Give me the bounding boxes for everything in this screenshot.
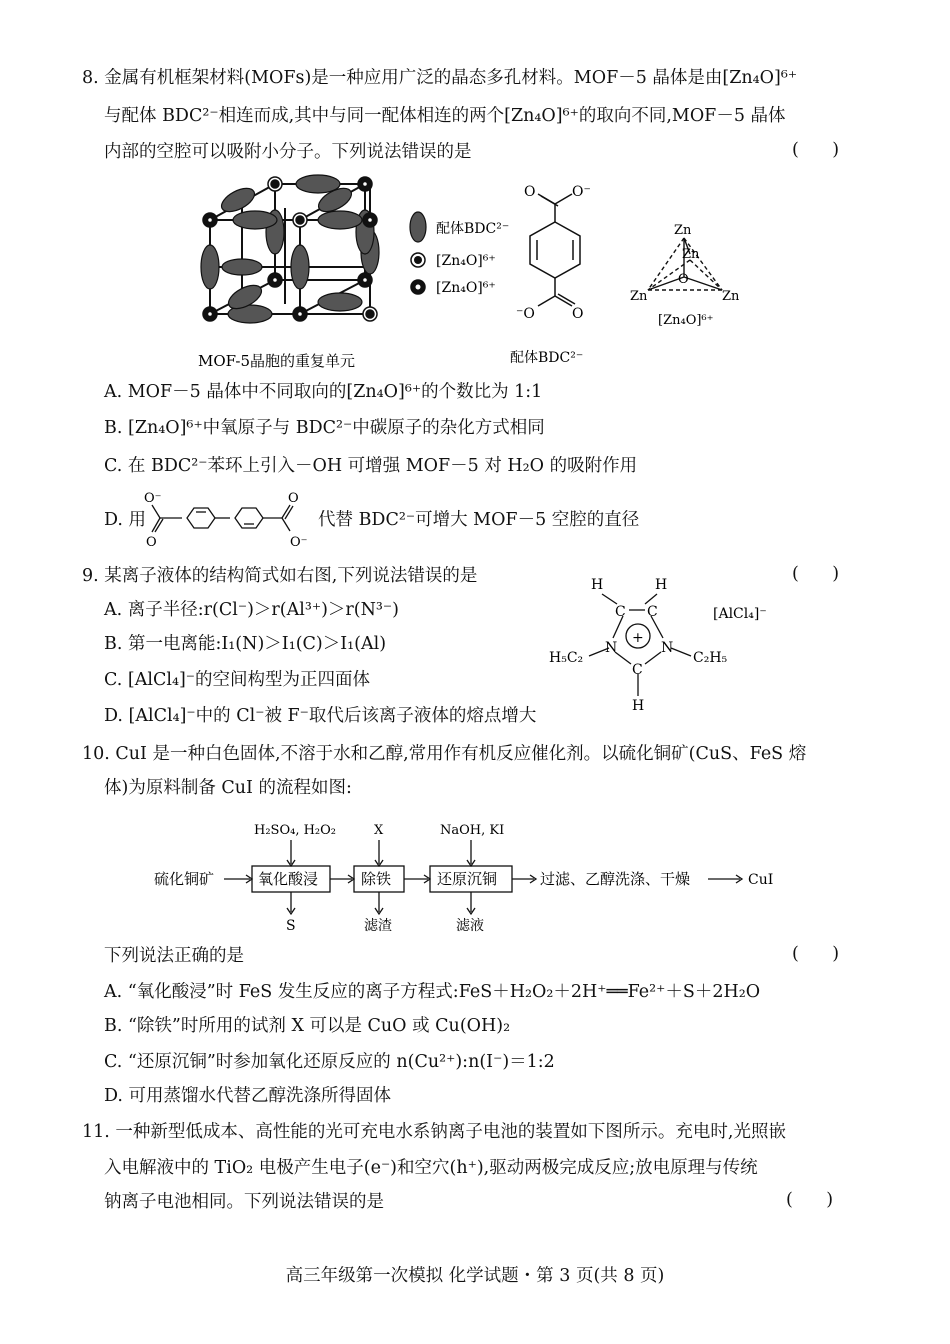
flow-out-3: 滤液 xyxy=(456,918,484,934)
q10-answer-paren: ( ) xyxy=(792,944,840,964)
page-footer: 高三年级第一次模拟 化学试题・第 3 页(共 8 页) xyxy=(285,1266,665,1286)
q8-option-b: B. [Zn₄O]⁶⁺中氧原子与 BDC²⁻中碳原子的杂化方式相同 xyxy=(104,418,545,438)
q8-answer-paren: ( ) xyxy=(792,140,840,160)
legend-zn-b-core xyxy=(416,285,421,290)
legend-zn-a-label: [Zn₄O]⁶⁺ xyxy=(436,253,496,269)
q9-answer-paren: ( ) xyxy=(792,564,840,584)
ionic-liquid-structure xyxy=(545,572,775,720)
q9-option-d: D. [AlCl₄]⁻中的 Cl⁻被 F⁻取代后该离子液体的熔点增大 xyxy=(104,706,537,726)
q8-figure xyxy=(190,172,770,374)
q10-option-a: A. “氧化酸浸”时 FeS 发生反应的离子方程式:FeS＋H₂O₂＋2H⁺══Fe²⁺＋S＋2H₂O xyxy=(104,982,761,1002)
zn4o-o: O xyxy=(678,272,689,287)
c-top-right: C xyxy=(647,604,658,620)
n-right: N xyxy=(661,640,674,656)
biphenyl-o-minus-top: O⁻ xyxy=(144,491,162,506)
bdc-structure xyxy=(530,194,580,306)
ligand-ellipses xyxy=(201,175,379,323)
q10-option-b: B. “除铁”时所用的试剂 X 可以是 CuO 或 Cu(OH)₂ xyxy=(104,1016,511,1036)
bdc-o-minus-top: O⁻ xyxy=(572,184,591,200)
q8-line1: 8. 金属有机框架材料(MOFs)是一种应用广泛的晶态多孔材料。MOF－5 晶体是由[Zn₄O]⁶⁺ xyxy=(82,68,798,88)
biphenyl-o-bottom: O xyxy=(146,535,157,550)
q9-option-b: B. 第一电离能:I₁(N)＞I₁(C)＞I₁(Al) xyxy=(104,634,387,654)
q8-option-d-prefix: D. 用 xyxy=(104,510,147,530)
biphenyl-o-minus-bottom: O⁻ xyxy=(290,535,308,550)
anion-label: [AlCl₄]⁻ xyxy=(713,606,767,622)
q10-line1: 10. CuI 是一种白色固体,不溶于水和乙醇,常用作有机反应催化剂。以硫化铜矿(CuS、FeS 熔 xyxy=(82,744,807,764)
flow-reagent-3: NaOH, KI xyxy=(440,823,505,838)
legend-zn-b-label: [Zn₄O]⁶⁺ xyxy=(436,280,496,296)
h-top-right: H xyxy=(655,577,668,593)
q11-answer-paren: ( ) xyxy=(786,1190,834,1210)
q8-option-c: C. 在 BDC²⁻苯环上引入－OH 可增强 MOF－5 对 H₂O 的吸附作用 xyxy=(104,456,638,476)
cui-flowchart xyxy=(150,812,790,940)
biphenyl-dicarboxylate xyxy=(142,490,317,550)
q8-option-d-suffix: 代替 BDC²⁻可增大 MOF－5 空腔的直径 xyxy=(318,510,640,530)
h-top-left: H xyxy=(591,577,604,593)
zn-top: Zn xyxy=(674,223,692,238)
legend-zn-a-core xyxy=(414,256,422,264)
q10-option-c: C. “还原沉铜”时参加氧化还原反应的 n(Cu²⁺):n(I⁻)＝1:2 xyxy=(104,1052,555,1072)
q9-stem: 9. 某离子液体的结构简式如右图,下列说法错误的是 xyxy=(82,566,478,586)
q10-option-d: D. 可用蒸馏水代替乙醇洗涤所得固体 xyxy=(104,1086,392,1106)
bdc-caption: 配体BDC²⁻ xyxy=(510,350,584,366)
zn-right: Zn xyxy=(722,289,740,304)
flow-out-1: S xyxy=(286,918,296,934)
plus-sign: + xyxy=(632,630,644,646)
bdc-o-bottom-right: O xyxy=(572,306,584,322)
c-top-left: C xyxy=(615,604,626,620)
flow-after: 过滤、乙醇洗涤、干燥 xyxy=(540,870,691,888)
cell-caption: MOF-5晶胞的重复单元 xyxy=(198,352,356,370)
flow-box-iron-removal: 除铁 xyxy=(361,870,392,888)
q8-option-a: A. MOF－5 晶体中不同取向的[Zn₄O]⁶⁺的个数比为 1:1 xyxy=(104,382,543,402)
biphenyl-o-top-right: O xyxy=(288,491,299,506)
q11-line1: 11. 一种新型低成本、高性能的光可充电水系钠离子电池的装置如下图所示。充电时,光照嵌 xyxy=(82,1122,786,1142)
q11-line3: 钠离子电池相同。下列说法错误的是 xyxy=(104,1192,384,1212)
n-left: N xyxy=(605,640,618,656)
left-ethyl: H₅C₂ xyxy=(549,650,584,666)
q9-option-a: A. 离子半径:r(Cl⁻)＞r(Al³⁺)＞r(N³⁻) xyxy=(104,600,399,620)
flow-box-reduction: 还原沉铜 xyxy=(437,870,498,888)
zn4o-caption: [Zn₄O]⁶⁺ xyxy=(658,313,714,328)
q9-option-c: C. [AlCl₄]⁻的空间构型为正四面体 xyxy=(104,670,371,690)
flow-out-2: 滤渣 xyxy=(364,918,392,934)
q10-prompt: 下列说法正确的是 xyxy=(104,946,244,966)
q8-line2: 与配体 BDC²⁻相连而成,其中与同一配体相连的两个[Zn₄O]⁶⁺的取向不同,MOF－5 晶体 xyxy=(104,106,786,126)
q11-line2: 入电解液中的 TiO₂ 电极产生电子(e⁻)和空穴(h⁺),驱动两极完成反应;放电原理与传统 xyxy=(104,1158,758,1178)
legend-ligand-label: 配体BDC²⁻ xyxy=(436,221,510,237)
bdc-minus-o-bottom: ⁻O xyxy=(516,306,535,322)
zn-left: Zn xyxy=(630,289,648,304)
flow-box-oxidation: 氧化酸浸 xyxy=(258,870,319,888)
right-ethyl: C₂H₅ xyxy=(693,650,728,666)
zn-middle: Zn xyxy=(682,247,700,262)
flow-reagent-2: X xyxy=(374,823,384,838)
q10-line2: 体)为原料制备 CuI 的流程如图: xyxy=(104,778,352,798)
flow-product: CuI xyxy=(748,872,774,888)
flow-reagent-1: H₂SO₄, H₂O₂ xyxy=(254,823,337,838)
flow-start: 硫化铜矿 xyxy=(154,870,215,888)
c-bottom: C xyxy=(632,662,643,678)
bdc-o-top-left: O xyxy=(524,184,536,200)
legend-ligand-icon xyxy=(410,212,426,242)
h-bottom: H xyxy=(632,698,645,714)
q8-line3: 内部的空腔可以吸附小分子。下列说法错误的是 xyxy=(104,142,472,162)
